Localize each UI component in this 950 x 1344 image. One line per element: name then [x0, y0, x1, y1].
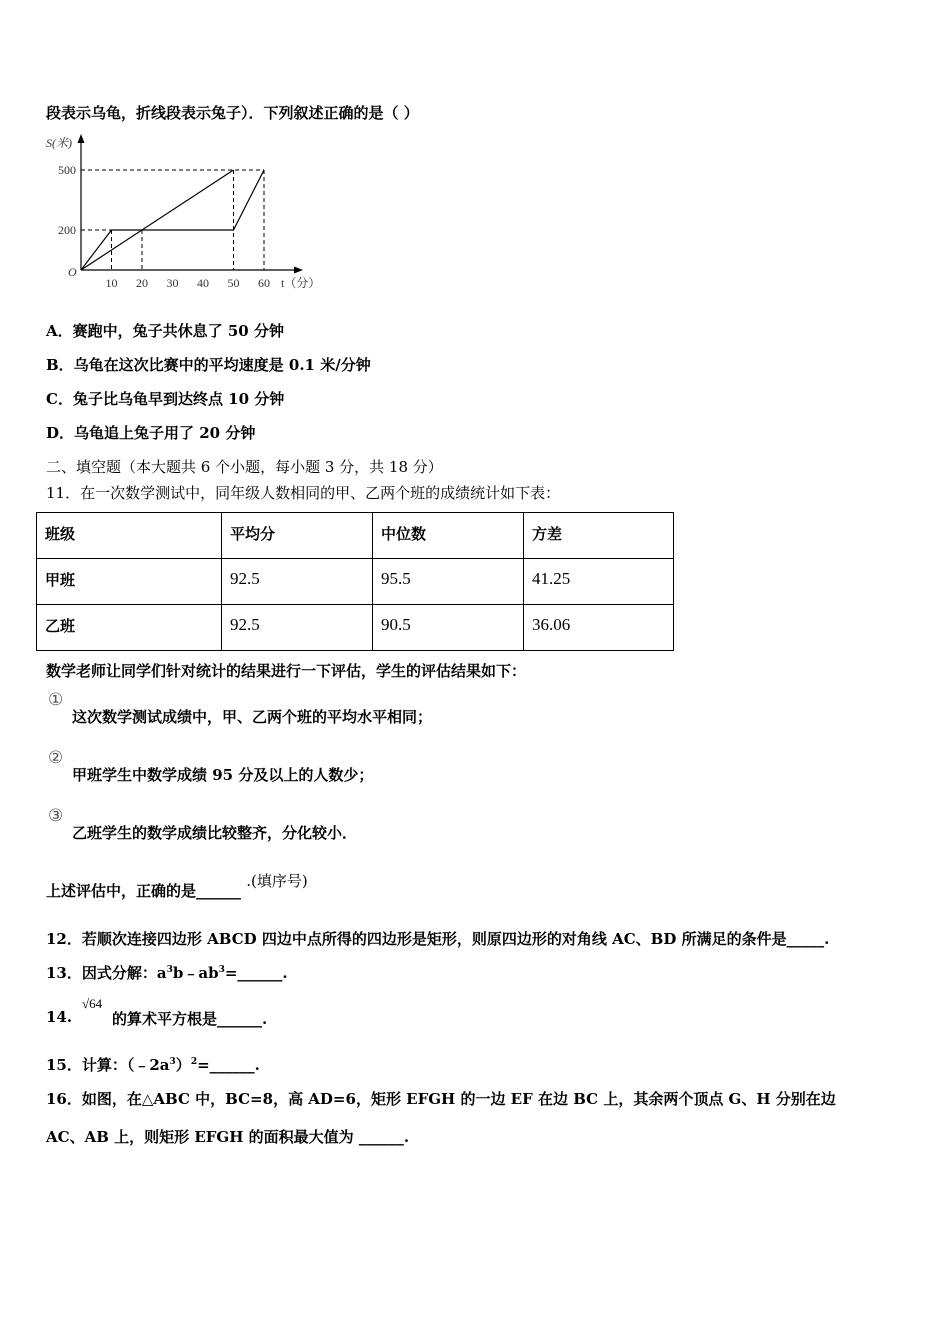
question-11: 11．在一次数学测试中，同年级人数相同的甲、乙两个班的成绩统计如下表：	[46, 484, 561, 502]
option-d: D．乌龟追上兔子用了 20 分钟	[46, 424, 256, 442]
option-c: C．兔子比乌龟早到达终点 10 分钟	[46, 390, 285, 408]
table-cell: 41.25	[524, 559, 674, 605]
table-cell: 甲班	[37, 559, 222, 605]
question-14-number: 14.	[46, 1008, 73, 1026]
table-header: 平均分	[222, 513, 373, 559]
q13-part: =______.	[224, 964, 288, 982]
q15-exponent: 3	[169, 1057, 176, 1067]
conclusion-tail: .(填序号)	[246, 872, 308, 890]
table-header-row	[37, 513, 674, 559]
y-tick-label: 200	[58, 223, 76, 237]
x-axis-label: t（分）	[281, 276, 321, 290]
question-16-line-1: 16．如图，在△ABC 中，BC=8，高 AD=6，矩形 EFGH 的一边 EF 在边 BC 上，其余两个顶点 G、H 分别在边	[46, 1090, 836, 1108]
circled-three: ③	[48, 806, 64, 826]
origin-label: O	[68, 265, 77, 279]
circled-one: ①	[48, 690, 64, 710]
table-row	[37, 605, 674, 651]
conclusion-text: 上述评估中，正确的是______	[46, 882, 242, 900]
x-tick-label: 40	[197, 276, 209, 290]
x-tick-label: 50	[227, 276, 240, 290]
x-tick-label: 10	[105, 276, 118, 290]
table-cell: 90.5	[373, 605, 524, 651]
score-table	[36, 512, 674, 651]
q13-part: b﹣ab	[172, 964, 219, 982]
evaluation-3: 乙班学生的数学成绩比较整齐，分化较小．	[72, 824, 358, 842]
evaluation-1: 这次数学测试成绩中，甲、乙两个班的平均水平相同；	[72, 708, 433, 726]
q15-exponent: 2	[190, 1057, 198, 1067]
circled-two: ②	[48, 748, 64, 768]
sqrt-64: √64	[82, 996, 103, 1011]
x-tick-label: 20	[136, 276, 148, 290]
table-cell: 36.06	[524, 605, 674, 651]
q15-part: =______.	[197, 1056, 260, 1074]
q13-exponent: 3	[166, 965, 173, 975]
q15-part: ）	[175, 1056, 191, 1074]
option-a: A．赛跑中，兔子共休息了 50 分钟	[46, 322, 284, 340]
question-12: 12．若顺次连接四边形 ABCD 四边中点所得的四边形是矩形，则原四边形的对角线 AC、BD 所满足的条件是_____.	[46, 930, 830, 948]
table-row	[37, 559, 674, 605]
y-axis-label: S(米)	[46, 136, 72, 150]
q15-part: 15．计算：（﹣2a	[46, 1056, 170, 1074]
question-intro-line: 段表示乌龟，折线段表示兔子）．下列叙述正确的是（ ）	[46, 104, 419, 122]
question-16-line-2: AC、AB 上，则矩形 EFGH 的面积最大值为 ______.	[46, 1128, 410, 1146]
question-15	[46, 1054, 260, 1075]
table-cell: 92.5	[222, 605, 373, 651]
question-13	[46, 962, 288, 983]
table-cell: 92.5	[222, 559, 373, 605]
rabbit-series-line	[81, 170, 264, 270]
q13-part: 13．因式分解：a	[46, 964, 167, 982]
q13-exponent: 3	[218, 965, 225, 975]
table-header: 方差	[524, 513, 674, 559]
table-cell: 乙班	[37, 605, 222, 651]
table-header: 中位数	[373, 513, 524, 559]
x-axis-arrow	[294, 267, 303, 274]
evaluation-2: 甲班学生中数学成绩 95 分及以上的人数少；	[72, 766, 374, 784]
question-14-text: 的算术平方根是______.	[112, 1010, 268, 1028]
y-tick-label: 500	[58, 163, 76, 177]
conclusion-line	[46, 872, 308, 901]
table-cell: 95.5	[373, 559, 524, 605]
option-b: B．乌龟在这次比赛中的平均速度是 0.1 米/分钟	[46, 356, 371, 374]
evaluation-intro: 数学老师让同学们针对统计的结果进行一下评估，学生的评估结果如下：	[46, 662, 527, 680]
x-tick-label: 60	[258, 276, 270, 290]
x-tick-label: 30	[166, 276, 179, 290]
y-axis-arrow	[78, 134, 85, 143]
section-2-heading: 二、填空题（本大题共 6 个小题，每小题 3 分，共 18 分）	[46, 458, 443, 476]
distance-time-chart	[46, 130, 336, 295]
table-header: 班级	[37, 513, 222, 559]
tortoise-series-line	[81, 170, 234, 270]
